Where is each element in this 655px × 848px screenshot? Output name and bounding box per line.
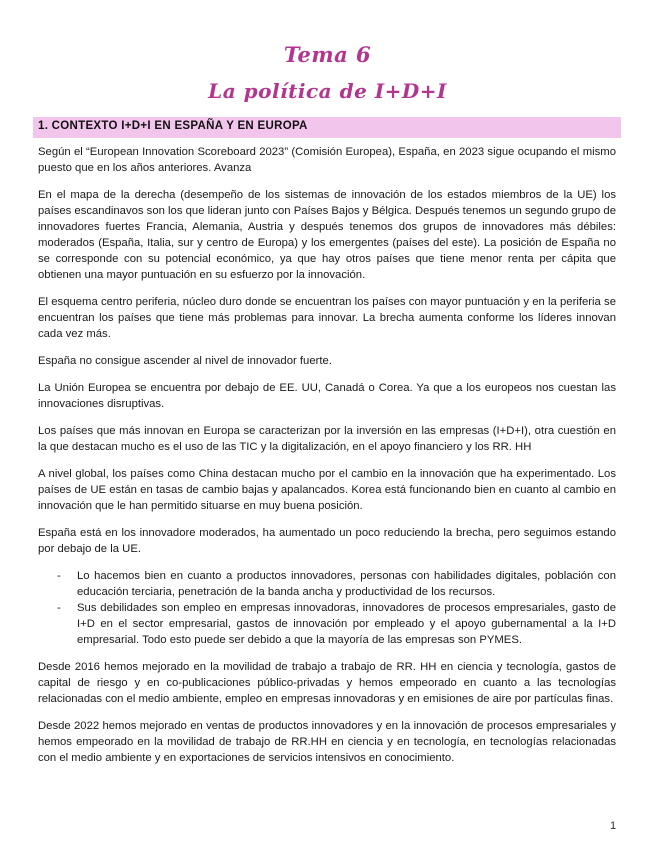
list-item	[38, 600, 616, 648]
paragraph: En el mapa de la derecha (desempeño de los sistemas de innovación de los estados miembros de la UE) los países escandinavos son los que lideran junto con Países Bajos y Bélgica. Después tenemos un segundo grupo de innovadores fuertes Francia, Alemania, Austria y después tenemos dos grupos de innovadores más débiles: moderados (España, Italia, sur y centro de Europa) y los emergentes (países del este). La posición de España no se corresponde con su potencial económico, ya que hay otros países que tiene menor renta per cápita que obtienen una mayor puntuación en su esfuerzo por la innovación.	[38, 189, 616, 281]
bullet-marker: -	[57, 602, 61, 614]
paragraph: Los países que más innovan en Europa se caracterizan por la inversión en las empresas (I+D+I), otra cuestión en la que destacan mucho es el uso de las TIC y la digitalización, en el apoyo financiero y los RR. HH	[38, 425, 616, 453]
document-subtitle: La política de I+D+I	[208, 79, 447, 103]
bullet-marker: -	[57, 570, 61, 582]
paragraph: A nivel global, los países como China destacan mucho por el cambio en la innovación que ha experimentado. Los países de UE están en tasas de cambio bajas y apalancados. Korea está funcionando bien en cuanto al cambio en innovación que le han permitido situarse en muy buena posición.	[38, 468, 616, 512]
paragraph: Desde 2016 hemos mejorado en la movilidad de trabajo a trabajo de RR. HH en ciencia y tecnología, gastos de capital de riesgo y en co-publicaciones público-privadas y hemos empeorado en cuanto a las tecnologías relacionadas con el medio ambiente, empleo en empresas innovadoras y en emisiones de aire por partículas finas.	[38, 661, 616, 705]
list-item-text: Lo hacemos bien en cuanto a productos innovadores, personas con habilidades digitales, población con educación terciaria, penetración de la banda ancha y productividad de los recursos.	[77, 570, 616, 598]
document-body	[38, 144, 616, 777]
list-item-text: Sus debilidades son empleo en empresas innovadoras, innovadores de procesos empresariales, gasto de I+D en el sector empresarial, gastos de innovación por empleado y el apoyo gubernamental a la I+D empresarial. Todo esto puede ser debido a que la mayoría de las empresas son PYMES.	[77, 602, 616, 646]
paragraph: Según el “European Innovation Scoreboard 2023” (Comisión Europea), España, en 2023 sigue ocupando el mismo puesto que en los años anteriores. Avanza	[38, 146, 616, 174]
list-item	[38, 568, 616, 600]
paragraph: El esquema centro periferia, núcleo duro donde se encuentran los países con mayor puntuación y en la periferia se encuentran los países que tiene más problemas para innovar. La brecha aumenta conforme los líderes innovan cada vez más.	[38, 296, 616, 340]
paragraph: La Unión Europea se encuentra por debajo de EE. UU, Canadá o Corea. Ya que a los europeos nos cuestan las innovaciones disruptivas.	[38, 382, 616, 410]
paragraph: España está en los innovadore moderados, ha aumentado un poco reduciendo la brecha, pero seguimos estando por debajo de la UE.	[38, 527, 616, 555]
document-title: Tema 6	[283, 42, 372, 67]
page-number: 1	[610, 820, 617, 832]
paragraph: Desde 2022 hemos mejorado en ventas de productos innovadores y en la innovación de procesos empresariales y hemos empeorado en la movilidad de trabajo de RR.HH en ciencia y en tecnología, en tecnologías relacionadas con el medio ambiente y en exportaciones de servicios intensivos en conocimiento.	[38, 720, 616, 764]
section-title: 1. CONTEXTO I+D+I EN ESPAÑA Y EN EUROPA	[38, 120, 308, 132]
bullet-list	[38, 568, 616, 648]
paragraph: España no consigue ascender al nivel de innovador fuerte.	[38, 355, 332, 367]
